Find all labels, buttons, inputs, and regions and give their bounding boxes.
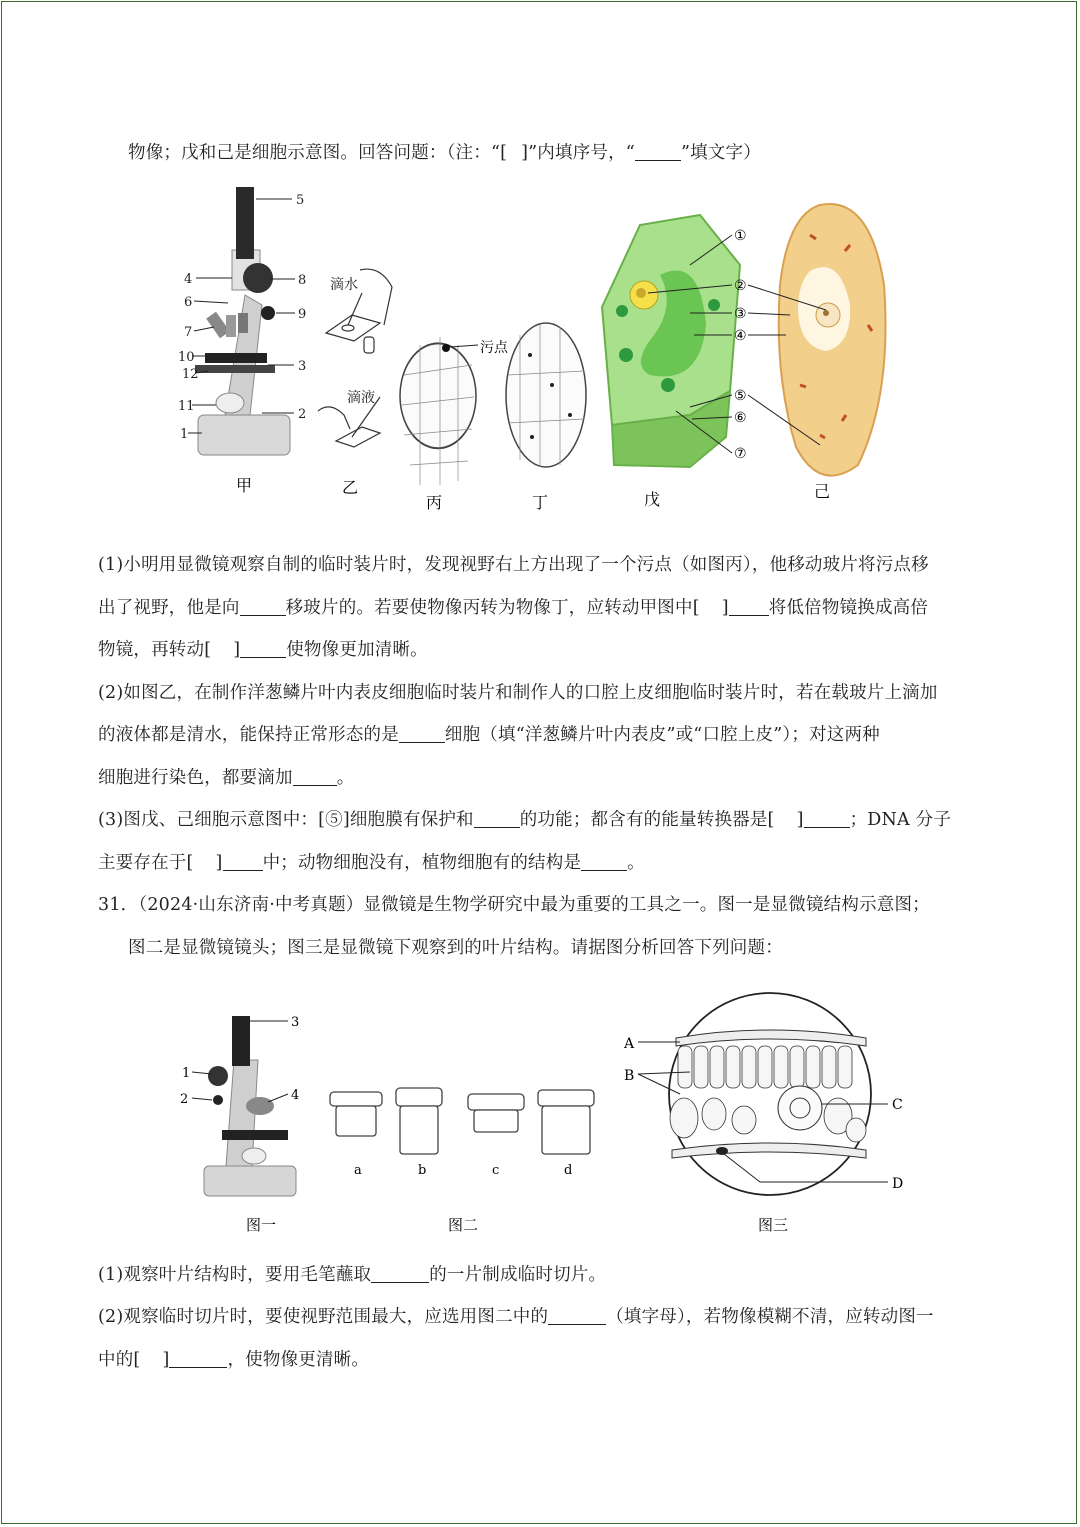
label-fig-one: 图一 [246, 1216, 277, 1234]
leaf-B: B [624, 1068, 635, 1084]
view-bing [400, 337, 509, 485]
q31-blank-2 [548, 1307, 606, 1326]
label-ji: 己 [814, 482, 831, 501]
q31-p1-text-a: (1)观察叶片结构时，要用毛笔蘸取 [98, 1265, 372, 1285]
q30-p1-text-g: 使物像更加清晰。 [286, 640, 428, 660]
q31-blank-3 [169, 1350, 227, 1369]
fig1-num-3: 3 [291, 1015, 300, 1030]
q30-p1-line1: (1)小明用显微镜观察自制的临时装片时，发现视野右上方出现了一个污点（如图丙），他移动玻片将污点移 [98, 555, 929, 575]
q30-blank-6 [474, 810, 520, 829]
q30-p2-text-b: 细胞（填“洋葱鳞片叶内表皮”或“口腔上皮”）；对这两种 [444, 725, 880, 745]
q31-header-line2: 图二是显微镜镜头；图三是显微镜下观察到的叶片结构。请据图分析回答下列问题： [128, 938, 783, 958]
lens-b: b [418, 1163, 427, 1178]
leaf-D: D [892, 1176, 904, 1192]
q30-p1-line2 [98, 594, 928, 619]
q30-p3-text-d: ；DNA 分子 [849, 810, 952, 830]
intro-text-1: 物像；戊和己是细胞示意图。回答问题：（注：“[ [128, 143, 508, 163]
fig1-num-4: 4 [291, 1088, 300, 1103]
q30-p2-text-d: 。 [336, 768, 355, 788]
q30-p3-text-c: ] [796, 810, 804, 830]
q30-p3-line2 [98, 849, 645, 874]
mic-num-9: 9 [298, 307, 307, 322]
q31-p2-line1 [98, 1303, 934, 1328]
lens-c: c [492, 1163, 500, 1178]
mic-num-11: 11 [178, 399, 195, 414]
animal-cell-ji [779, 204, 886, 476]
intro-blank [635, 143, 681, 162]
q30-p1-line3 [98, 636, 428, 661]
q30-blank-3 [240, 640, 286, 659]
q31-p2-text-a: (2)观察临时切片时，要使视野范围最大，应选用图二中的 [98, 1307, 549, 1327]
label-fig-three: 图三 [758, 1216, 789, 1234]
lens-a: a [354, 1163, 362, 1178]
q30-p1-text-d: 将低倍物镜换成高倍 [768, 598, 929, 618]
q30-p1-text-b: 移玻片的。若要使物像丙转为物像丁，应转动甲图中[ [285, 598, 700, 618]
label-drip-liquid: 滴液 [347, 390, 375, 406]
view-ding [506, 323, 586, 467]
mic-num-7: 7 [184, 325, 193, 340]
label-wu: 戊 [644, 490, 661, 509]
plant-cell-wu [602, 215, 740, 467]
intro-line [128, 139, 761, 164]
fig1-num-1: 1 [182, 1066, 191, 1081]
label-fig-two: 图二 [448, 1216, 479, 1234]
q31-header-line1: 31．（2024·山东济南·中考真题）显微镜是生物学研究中最为重要的工具之一。图一是显微镜结构示意图； [98, 895, 930, 915]
q30-blank-7 [804, 810, 850, 829]
lens-d: d [564, 1163, 573, 1178]
cell-num-6: ⑥ [734, 410, 747, 426]
q30-p2-text-a: 的液体都是清水，能保持正常形态的是 [98, 725, 399, 745]
mic-num-12: 12 [182, 367, 199, 382]
label-yi: 乙 [342, 478, 359, 497]
q30-blank-4 [399, 725, 445, 744]
q30-p3-line1 [98, 806, 951, 831]
label-ding: 丁 [532, 493, 549, 512]
cell-num-5: ⑤ [734, 388, 747, 404]
fig1-num-2: 2 [180, 1092, 189, 1107]
q30-p2-line1: (2)如图乙，在制作洋葱鳞片叶内表皮细胞临时装片和制作人的口腔上皮细胞临时装片时，若在载玻片上滴加 [98, 683, 938, 703]
microscope-jia [195, 187, 290, 455]
mic-num-10: 10 [178, 350, 195, 365]
label-jia: 甲 [236, 476, 253, 495]
q31-p2-text-e: ，使物像更清晰。 [227, 1350, 370, 1370]
mic-num-4: 4 [184, 272, 193, 287]
label-bing: 丙 [426, 493, 443, 512]
q31-p2-text-d: ] [162, 1350, 170, 1370]
q30-blank-2 [729, 598, 769, 617]
q30-p2-line2 [98, 721, 880, 746]
label-drip-water: 滴水 [330, 277, 358, 293]
q31-blank-1 [371, 1265, 429, 1284]
q30-p1-text-f: ] [233, 640, 241, 660]
lens-letters [354, 1163, 572, 1178]
q30-p3-text-h: 。 [627, 853, 645, 873]
leaf-section-fig3 [669, 993, 871, 1195]
mic-num-6: 6 [184, 295, 193, 310]
q30-p3-text-g: 中；动物细胞没有，植物细胞有的结构是 [262, 853, 582, 873]
q30-p2-text-c: 细胞进行染色，都要滴加 [98, 768, 293, 788]
cell-num-2: ② [734, 278, 747, 294]
q31-p2-text-b: （填字母），若物像模糊不清，应转动图一 [606, 1307, 934, 1327]
q30-blank-5 [293, 768, 337, 787]
mic-num-3: 3 [298, 359, 307, 374]
intro-text-3: ”填文字） [680, 143, 761, 163]
intro-text-2: ]”内填序号，“ [521, 143, 635, 163]
mic-num-8: 8 [298, 273, 307, 288]
q31-p1-line [98, 1261, 606, 1286]
q30-p1-text-e: 物镜，再转动[ [98, 640, 212, 660]
q31-p1-text-b: 的一片制成临时切片。 [429, 1265, 607, 1285]
cell-num-7: ⑦ [734, 446, 747, 462]
mic-num-1: 1 [180, 427, 189, 442]
q30-blank-1 [240, 598, 286, 617]
slide-prep-yi [318, 269, 392, 447]
cell-num-1: ① [734, 228, 747, 244]
q30-p1-text-a: 出了视野，他是向 [98, 598, 240, 618]
q30-p3-text-b: 的功能；都含有的能量转换器是[ [519, 810, 775, 830]
label-stain: 污点 [480, 340, 508, 356]
leaf-A: A [624, 1036, 635, 1052]
cell-num-4: ④ [734, 328, 747, 344]
q30-p3-text-f: ] [215, 853, 223, 873]
mic-num-5: 5 [296, 193, 305, 208]
mic-num-2: 2 [298, 407, 307, 422]
cell-num-3: ③ [734, 306, 747, 322]
q30-blank-8 [223, 853, 263, 872]
q30-p1-text-c: ] [721, 598, 729, 618]
q30-p2-line3 [98, 764, 354, 789]
figure-1 [0, 175, 1080, 565]
figure-2 [0, 990, 1080, 1240]
microscope-fig1 [204, 1016, 296, 1196]
q30-p3-text-e: 主要存在于[ [98, 853, 194, 873]
q30-blank-9 [581, 853, 627, 872]
q31-p2-text-c: 中的[ [98, 1350, 141, 1370]
q30-p3-text-a: (3)图戊、己细胞示意图中：[⑤]细胞膜有保护和 [98, 810, 474, 830]
q31-p2-line2 [98, 1346, 369, 1371]
leaf-C: C [892, 1097, 903, 1113]
lenses-fig2 [330, 1088, 594, 1154]
